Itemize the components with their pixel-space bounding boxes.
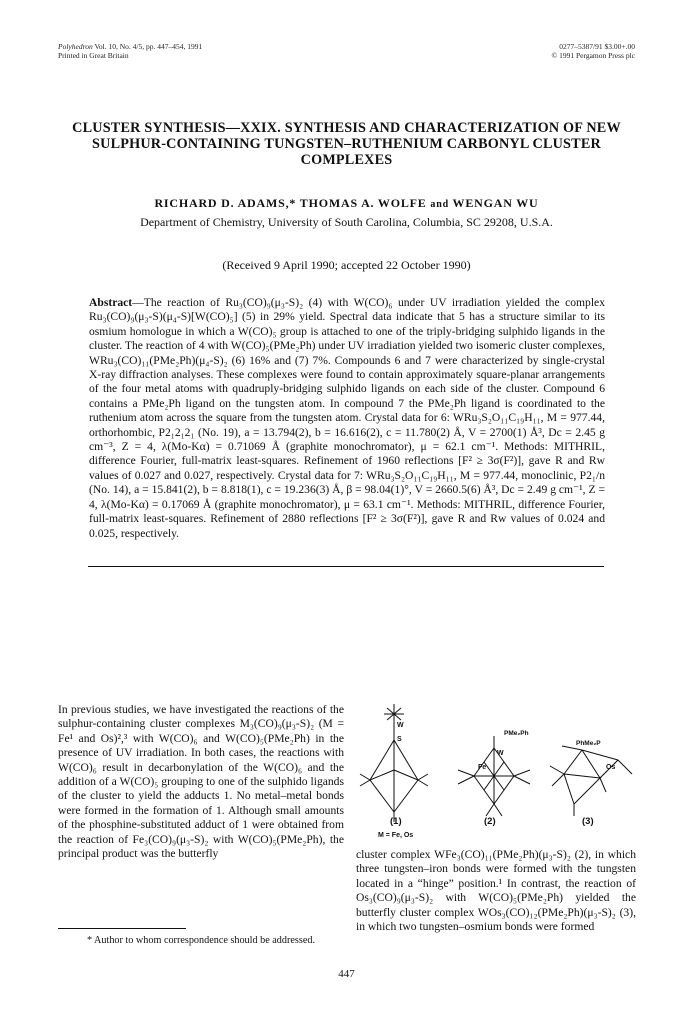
received-open: (Received [222, 258, 271, 272]
received-close: ) [466, 258, 471, 272]
journal-header-left [58, 42, 202, 60]
footnote: * Author to whom correspondence should be addressed. [86, 935, 316, 946]
author-1: RICHARD D. ADAMS,* [154, 196, 297, 210]
structure-2-label: (2) [484, 816, 496, 827]
atom-s-1: S [397, 736, 402, 743]
structure-figure [356, 700, 636, 850]
atom-fe-2: Fe [478, 764, 487, 771]
ligand-label-3: PhMe₂P [576, 740, 601, 747]
abstract [89, 296, 605, 541]
article-title: CLUSTER SYNTHESIS—XXIX. SYNTHESIS AND CHARACTERIZATION OF NEW SULPHUR-CONTAINING TUNGSTEN–RUTHENIUM CARBONYL CLUSTER COMPLEXES [72, 120, 621, 168]
atom-w-1: W [397, 722, 404, 729]
received-dates [60, 258, 633, 273]
journal-citation: Vol. 10, No. 4/5, pp. 447–454, 1991 [94, 42, 203, 51]
body-column-right: cluster complex WFe₃(CO)₁₁(PMe₂Ph)(μ₃-S)₂ (2), in which three tungsten–iron bonds were formed with the tungsten located in a “hinge” position.¹ In contrast, the reaction of Os₃(CO)₉(μ₃-S)₂ with W(CO)₅(PMe₂Ph) yielded the butterfly cluster complex WOs₃(CO)₁₂(PMe₂Ph)(μ₃-S)₂ (3), in which two tungsten–osmium bonds were formed [356, 848, 636, 934]
accepted-label: ; accepted [334, 258, 383, 272]
affiliation: Department of Chemistry, University of South Carolina, Columbia, SC 29208, U.S.A. [140, 215, 553, 229]
journal-header-right [552, 42, 635, 60]
printed-note: Printed in Great Britain [58, 51, 129, 60]
body-column-left: In previous studies, we have investigated the reactions of the sulphur-containing cluster complexes M₃(CO)₉(μ₃-S)₂ (M = Fe¹ and Os)²,³ with W(CO)₆ and W(CO)₅(PMe₂Ph) in the presence of UV irradiation. In both cases, the reactions with W(CO)₆ result in decarbonylation of the W(CO)₆ and the addition of a W(CO)₅ grouping to one of the sulphido ligands of the cluster to yield the adducts 1. No metal–metal bonds were formed in the formation of 1. Although small amounts of the phosphine-substituted adduct of 1 were obtained from the reaction of Fe₃(CO)₉(μ₃-S)₂ with W(CO)₅(PMe₂Ph), the principal product was the butterfly [58, 703, 344, 861]
journal-name: Polyhedron [58, 42, 93, 51]
page-number: 447 [338, 968, 355, 980]
accepted-date: 22 October 1990 [385, 258, 467, 272]
ligand-label-2: PMe₂Ph [504, 730, 529, 737]
author-3: WENGAN WU [452, 196, 539, 210]
copyright: © 1991 Pergamon Press plc [551, 51, 635, 60]
footnote-divider [58, 928, 186, 929]
author-and: and [430, 199, 449, 210]
atom-w-2: W [497, 750, 504, 757]
abstract-divider [88, 566, 604, 567]
author-2: THOMAS A. WOLFE [299, 196, 427, 210]
author-line [60, 196, 633, 211]
atom-os-3: Os [606, 764, 616, 771]
issn-price: 0277–5387/91 $3.00+.00 [559, 42, 635, 51]
received-date: 9 April 1990 [274, 258, 335, 272]
structure-3-label: (3) [582, 816, 594, 827]
metal-note: M = Fe, Os [378, 832, 414, 839]
abstract-label: Abstract [89, 296, 133, 309]
structure-1-label: (1) [390, 816, 402, 827]
abstract-text: —The reaction of Ru₃(CO)₉(μ₃-S)₂ (4) with W(CO)₆ under UV irradiation yielded the complex Ru₃(CO)₉(μ₃-S)(μ₄-S)[W(CO)₅] (5) in 29% yield. Spectral data indicate that 5 has a structure similar to its osmium homologue in which a W(CO)₅ group is attached to one of the triply-bridging sulphido ligands in the cluster. The reaction of 4 with W(CO)₅(PMe₂Ph) under UV irradiation yielded two isomeric cluster complexes, WRu₃(CO)₁₁(PMe₂Ph)(μ₄-S)₂ (6) 16% and (7) 7%. Compounds 6 and 7 were characterized by single-crystal X-ray diffraction analyses. These complexes were found to contain approximately square-planar arrangements of the four metal atoms with quadruply-bridging sulphido ligands on each side of the cluster. Compound 6 contains a PMe₂Ph ligand on the tungsten atom. In compound 7 the PMe₂Ph ligand is coordinated to the ruthenium atom across the square from the tungsten atom. Crystal data for 6: WRu₃S₂O₁₁C₁₉H₁₁, M = 977.44, orthorhombic, P2₁2₁2₁ (No. 19), a = 13.794(2), b = 16.616(2), c = 11.780(2) Å, V = 2700(1) Å³, Dc = 2.45 g cm⁻³, Z = 4, λ(Mo-Kα) = 0.71069 Å (graphite monochromator), μ = 62.1 cm⁻¹. Methods: MITHRIL, difference Fourier, full-matrix least-squares. Refinement of 1960 reflections [F² ≥ 3σ(F²)], gave R and Rw values of 0.027 and 0.027, respectively. Crystal data for 7: WRu₃S₂O₁₁C₁₉H₁₁, M = 977.44, monoclinic, P2₁/n (No. 14), a = 15.841(2), b = 8.818(1), c = 19.236(3) Å, β = 98.04(1)°, V = 2660.5(6) Å³, Dc = 2.49 g cm⁻¹, Z = 4, λ(Mo-Kα) = 0.17069 Å (graphite monochromator), μ = 63.1 cm⁻¹. Methods: MITHRIL, difference Fourier, full-matrix least-squares. Refinement of 2880 reflections [F² ≥ 3σ(F²)], gave R and Rw values of 0.024 and 0.025, respectively. [89, 296, 605, 540]
